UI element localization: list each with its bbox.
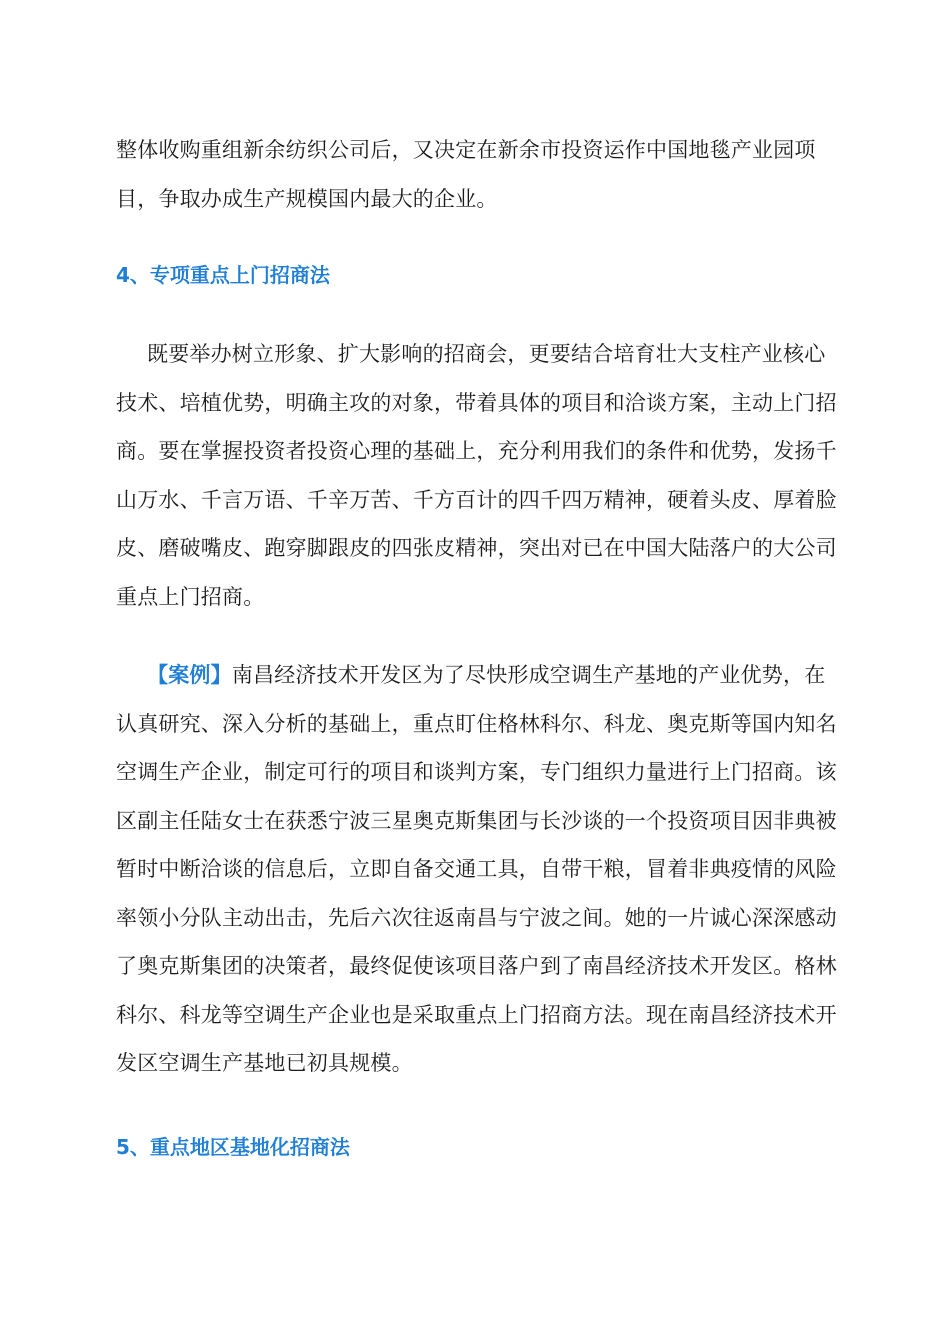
- case-paragraph: [116, 651, 846, 1088]
- case-text: 南昌经济技术开发区为了尽快形成空调生产基地的产业优势，在认真研究、深入分析的基础上，重点盯住格林科尔、科龙、奥克斯等国内知名空调生产企业，制定可行的项目和谈判方案，专门组织力量进行上门招商。该区副主任陆女士在获悉宁波三星奥克斯集团与长沙谈的一个投资项目因非典被暂时中断洽谈的信息后，立即自备交通工具，自带干粮，冒着非典疫情的风险率领小分队主动出击，先后六次往返南昌与宁波之间。她的一片诚心深深感动了奥克斯集团的决策者，最终促使该项目落户到了南昌经济技术开发区。格林科尔、科龙等空调生产企业也是采取重点上门招商方法。现在南昌经济技术开发区空调生产基地已初具规模。: [116, 663, 837, 1075]
- case-tag: 【案例】: [147, 663, 232, 687]
- section-heading-5: 5、重点地区基地化招商法: [116, 1135, 350, 1159]
- intro-paragraph: 整体收购重组新余纺织公司后，又决定在新余市投资运作中国地毯产业园项目，争取办成生产规模国内最大的企业。: [116, 138, 816, 211]
- section-4-paragraph: 既要举办树立形象、扩大影响的招商会，更要结合培育壮大支柱产业核心技术、培植优势，明确主攻的对象，带着具体的项目和洽谈方案，主动上门招商。要在掌握投资者投资心理的基础上，充分利用我们的条件和优势，发扬千山万水、千言万语、千辛万苦、千方百计的四千四万精神，硬着头皮、厚着脸皮、磨破嘴皮、跑穿脚跟皮的四张皮精神，突出对已在中国大陆落户的大公司重点上门招商。: [116, 342, 837, 609]
- section-heading-4: 4、专项重点上门招商法: [116, 263, 330, 287]
